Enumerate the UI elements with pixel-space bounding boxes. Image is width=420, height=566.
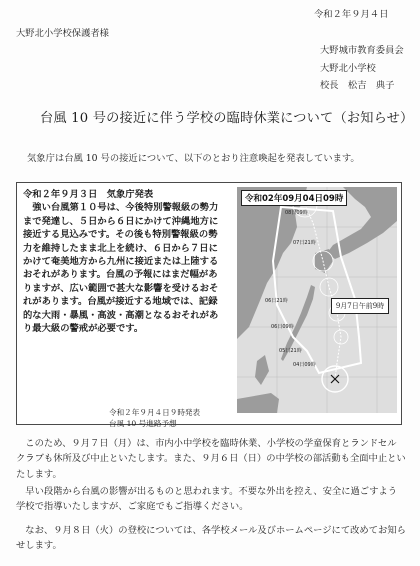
paragraph-line: 学校で指導いたしますが、ご家庭でもご指導ください。 (16, 501, 249, 513)
bulletin-line: まで発達し、５日から６日にかけて沖縄地方に (23, 215, 219, 227)
sender-org: 大野城市教育委員会 (320, 45, 404, 56)
paragraph-line: なお、９月８日（火）の登校については、各学校メール及びホームページにて改めてお知ら (16, 525, 406, 536)
addressee: 大野北小学校保護者様 (16, 28, 109, 39)
bulletin-line: り最大級の警戒が必要です。 (23, 323, 144, 335)
track-date-label: 06日09時 (271, 324, 294, 330)
closure-paragraph (16, 436, 408, 482)
bulletin-line: 接近する見込みです。その後も特別警報級の勢 (23, 229, 218, 241)
track-date-label: 08日09時 (285, 210, 308, 216)
bulletin-line: りますが、広い範囲で甚大な影響を受けるおそ (23, 282, 219, 294)
safety-paragraph (16, 484, 408, 515)
bulletin-line: 令和２年９月３日 気象庁発表 (23, 189, 154, 200)
sender-principal: 校長 松吉 典子 (320, 80, 395, 91)
typhoon-track-map (237, 187, 397, 413)
bulletin-line: かけて奄美地方から九州に接近または上陸する (23, 256, 219, 268)
paragraph-line: 早い段階から台風の影響が出るものと思われます。不要な外出を控え、安全に過ごすよう (16, 486, 397, 497)
bulletin-line: おそれがあります。台風の予報にはまだ幅があ (23, 269, 218, 281)
track-date-label: 05日21時 (279, 348, 302, 354)
bulletin-line: 的な大雨・暴風・高波・高潮となるおそれがあ (23, 309, 219, 321)
notice-paragraph (16, 523, 408, 554)
intro-text: 気象庁は台風 10 号の接近について、以下のとおり注意喚起を発表しています。 (27, 153, 360, 164)
letter-date: 令和２年９月４日 (314, 9, 389, 20)
track-date-label: 07日21時 (293, 240, 316, 246)
bulletin-line: れがあります。台風が接近する地域では、記録 (23, 296, 218, 308)
paragraph-line: せします。 (16, 540, 62, 552)
bulletin-text (23, 188, 223, 335)
page-title: 台風 10 号の接近に伴う学校の臨時休業について（お知らせ） (40, 111, 414, 126)
bulletin-line: 力を維持したまま北上を続け、６日から７日に (23, 242, 218, 254)
map-callout: 9月7日午前9時 (331, 298, 389, 314)
track-date-label: 06日21時 (265, 298, 288, 304)
paragraph-line: このため、９月７日（月）は、市内小中学校を臨時休業、小学校の学童保育とランドセル (16, 438, 397, 449)
weather-bulletin-box: 令和２年９月３日 気象庁発表 強い台風第１０号は、今後特別警報級の勢力 まで発達し、５日から６日にかけて沖縄地方に 接近する見込みです。その後も特別警報級の勢 力を維持したまま北上を続け、６日から７日に かけて奄美地方から九州に接近または上陸する おそれがあります。台風の予報にはまだ幅があ りますが、広い範囲で甚大な影響を受けるおそ れがあります。台風が接近する地域では、記録 的な大雨・暴風・高波・高潮となるおそれがあ り最大級の警戒が必要です。 令和02年09月04日09時 08日09時 07日21時 06日21時 06日09時 05日21時 04日09時 9月7日午前9時 令和２年９月４日９時発表 台風 10 号進路予想 (16, 182, 402, 425)
paragraph-line: クラブも休所及び中止といたします。また、９月６日（日）の中学校の部活動も全面中止とい (16, 453, 406, 465)
sender-school: 大野北小学校 (320, 63, 376, 74)
track-date-label: 04日09時 (293, 362, 316, 368)
bulletin-line: 強い台風第１０号は、今後特別警報級の勢力 (23, 202, 219, 214)
paragraph-line: たします。 (16, 468, 62, 480)
map-header: 令和02年09月04日09時 (241, 190, 347, 206)
